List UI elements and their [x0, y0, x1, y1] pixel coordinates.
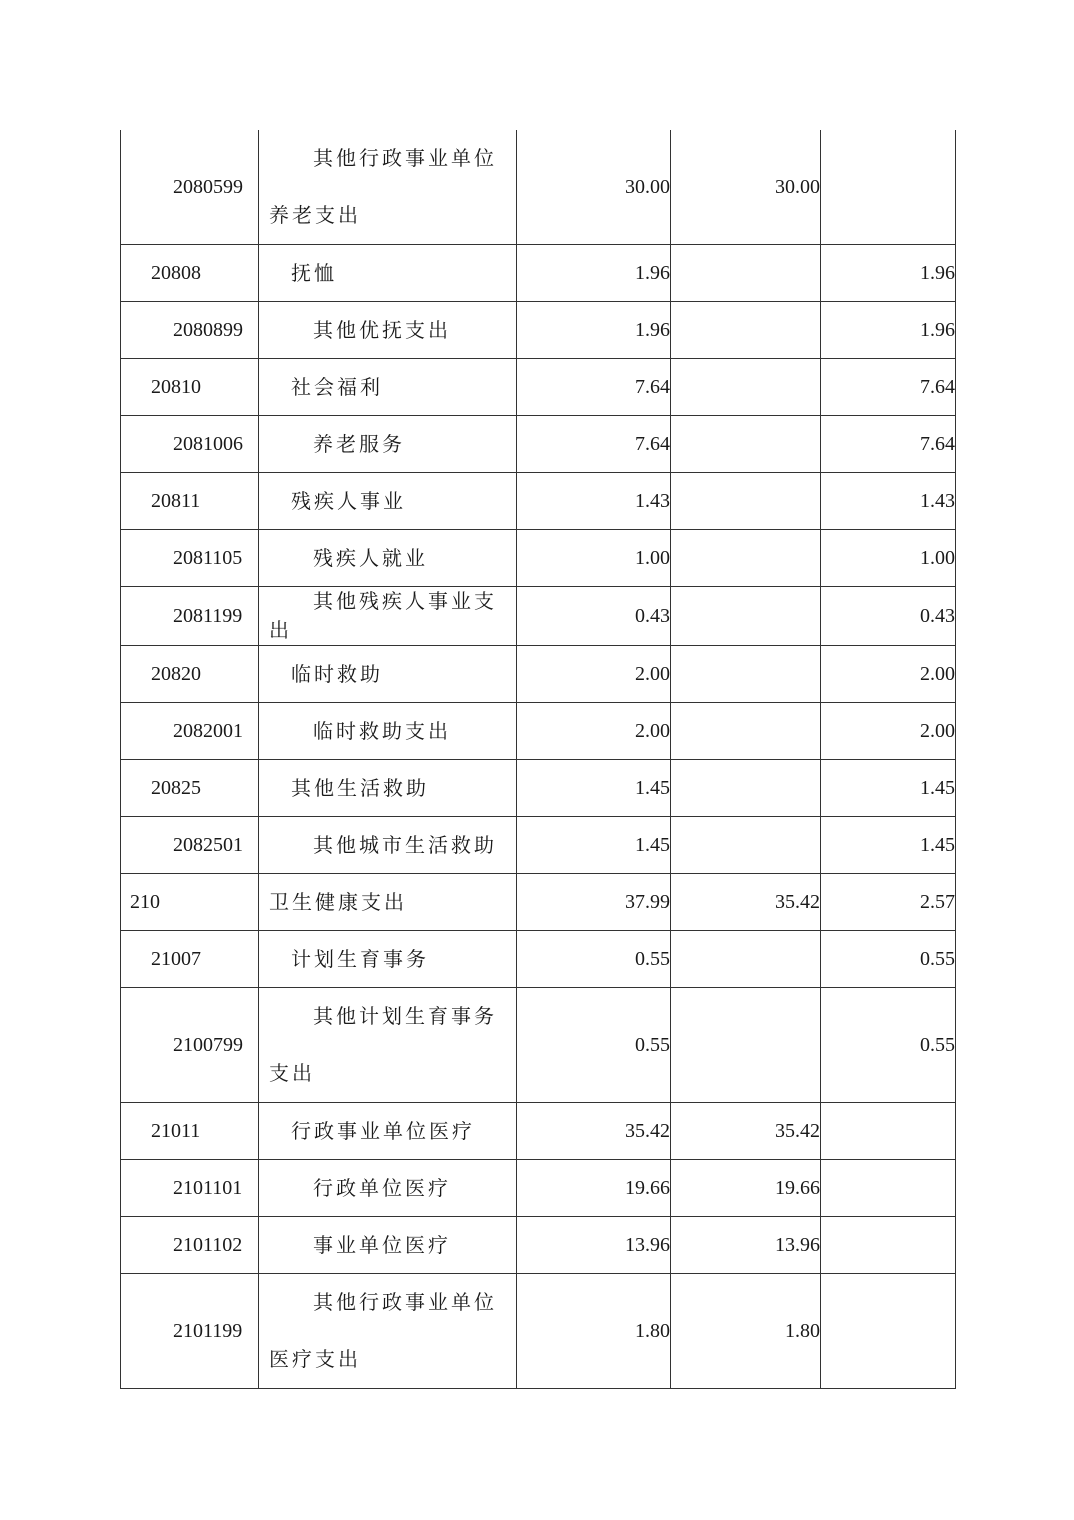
- project-expense-cell: 1.00: [821, 530, 956, 587]
- project-expense-cell: 1.43: [821, 473, 956, 530]
- name-cell: 事业单位医疗: [259, 1217, 517, 1274]
- table-row: [121, 646, 956, 703]
- table-row: [121, 473, 956, 530]
- project-expense-cell: [821, 1160, 956, 1217]
- name-cell: 临时救助支出: [259, 703, 517, 760]
- name-cell: 养老服务: [259, 416, 517, 473]
- table-row: [121, 587, 956, 646]
- basic-expense-cell: [671, 245, 821, 302]
- total-cell: 1.96: [517, 302, 671, 359]
- total-cell: 2.00: [517, 703, 671, 760]
- project-expense-cell: 2.57: [821, 874, 956, 931]
- project-expense-cell: 0.55: [821, 988, 956, 1103]
- table-row: [121, 245, 956, 302]
- table-row: [121, 416, 956, 473]
- total-cell: 13.96: [517, 1217, 671, 1274]
- basic-expense-cell: 35.42: [671, 874, 821, 931]
- name-cell: 其他生活救助: [259, 760, 517, 817]
- basic-expense-cell: [671, 988, 821, 1103]
- code-cell: 2082501: [121, 817, 259, 874]
- name-cell: 计划生育事务: [259, 931, 517, 988]
- project-expense-cell: 1.45: [821, 760, 956, 817]
- total-cell: 1.45: [517, 760, 671, 817]
- name-cell: 其他残疾人事业支出: [259, 587, 517, 646]
- name-cell: 临时救助: [259, 646, 517, 703]
- name-cell: 残疾人就业: [259, 530, 517, 587]
- table-row: [121, 359, 956, 416]
- basic-expense-cell: [671, 473, 821, 530]
- basic-expense-cell: 35.42: [671, 1103, 821, 1160]
- table-row: [121, 988, 956, 1103]
- total-cell: 0.55: [517, 931, 671, 988]
- total-cell: 1.80: [517, 1274, 671, 1389]
- code-cell: 2081006: [121, 416, 259, 473]
- project-expense-cell: 1.96: [821, 302, 956, 359]
- project-expense-cell: 0.55: [821, 931, 956, 988]
- total-cell: 7.64: [517, 416, 671, 473]
- code-cell: 20820: [121, 646, 259, 703]
- name-cell: 行政事业单位医疗: [259, 1103, 517, 1160]
- code-cell: 2082001: [121, 703, 259, 760]
- name-cell: 行政单位医疗: [259, 1160, 517, 1217]
- code-cell: 210: [121, 874, 259, 931]
- project-expense-cell: 0.43: [821, 587, 956, 646]
- code-cell: 21011: [121, 1103, 259, 1160]
- table-row: [121, 817, 956, 874]
- basic-expense-cell: [671, 817, 821, 874]
- table-row: [121, 530, 956, 587]
- code-cell: 2101199: [121, 1274, 259, 1389]
- total-cell: 1.43: [517, 473, 671, 530]
- table-row: [121, 1103, 956, 1160]
- total-cell: 1.96: [517, 245, 671, 302]
- basic-expense-cell: 13.96: [671, 1217, 821, 1274]
- name-cell: 残疾人事业: [259, 473, 517, 530]
- project-expense-cell: 7.64: [821, 359, 956, 416]
- name-cell: 其他行政事业单位养老支出: [259, 130, 517, 245]
- table-row: [121, 302, 956, 359]
- code-cell: 2100799: [121, 988, 259, 1103]
- basic-expense-cell: 30.00: [671, 130, 821, 245]
- project-expense-cell: 2.00: [821, 646, 956, 703]
- name-cell: 社会福利: [259, 359, 517, 416]
- total-cell: 35.42: [517, 1103, 671, 1160]
- total-cell: 30.00: [517, 130, 671, 245]
- project-expense-cell: 7.64: [821, 416, 956, 473]
- total-cell: 2.00: [517, 646, 671, 703]
- basic-expense-cell: [671, 530, 821, 587]
- code-cell: 2080899: [121, 302, 259, 359]
- code-cell: 20808: [121, 245, 259, 302]
- basic-expense-cell: [671, 587, 821, 646]
- project-expense-cell: 1.96: [821, 245, 956, 302]
- total-cell: 1.00: [517, 530, 671, 587]
- table-row: [121, 130, 956, 245]
- project-expense-cell: [821, 1103, 956, 1160]
- total-cell: 37.99: [517, 874, 671, 931]
- name-cell: 其他行政事业单位医疗支出: [259, 1274, 517, 1389]
- basic-expense-cell: 1.80: [671, 1274, 821, 1389]
- code-cell: 20811: [121, 473, 259, 530]
- basic-expense-cell: [671, 359, 821, 416]
- basic-expense-cell: [671, 760, 821, 817]
- code-cell: 21007: [121, 931, 259, 988]
- basic-expense-cell: 19.66: [671, 1160, 821, 1217]
- basic-expense-cell: [671, 416, 821, 473]
- name-cell: 抚恤: [259, 245, 517, 302]
- project-expense-cell: [821, 1274, 956, 1389]
- total-cell: 0.43: [517, 587, 671, 646]
- budget-table-body: [121, 130, 956, 1389]
- total-cell: 7.64: [517, 359, 671, 416]
- name-cell: 其他优抚支出: [259, 302, 517, 359]
- name-cell: 其他城市生活救助: [259, 817, 517, 874]
- basic-expense-cell: [671, 646, 821, 703]
- table-row: [121, 1217, 956, 1274]
- code-cell: 2081199: [121, 587, 259, 646]
- basic-expense-cell: [671, 302, 821, 359]
- code-cell: 20810: [121, 359, 259, 416]
- project-expense-cell: [821, 130, 956, 245]
- table-row: [121, 874, 956, 931]
- code-cell: 2101101: [121, 1160, 259, 1217]
- table-row: [121, 1274, 956, 1389]
- table-row: [121, 760, 956, 817]
- total-cell: 19.66: [517, 1160, 671, 1217]
- table-row: [121, 703, 956, 760]
- project-expense-cell: 2.00: [821, 703, 956, 760]
- total-cell: 1.45: [517, 817, 671, 874]
- code-cell: 2101102: [121, 1217, 259, 1274]
- project-expense-cell: 1.45: [821, 817, 956, 874]
- code-cell: 20825: [121, 760, 259, 817]
- basic-expense-cell: [671, 931, 821, 988]
- budget-table: [120, 130, 956, 1389]
- name-cell: 卫生健康支出: [259, 874, 517, 931]
- code-cell: 2080599: [121, 130, 259, 245]
- table-row: [121, 931, 956, 988]
- total-cell: 0.55: [517, 988, 671, 1103]
- name-cell: 其他计划生育事务支出: [259, 988, 517, 1103]
- project-expense-cell: [821, 1217, 956, 1274]
- table-row: [121, 1160, 956, 1217]
- basic-expense-cell: [671, 703, 821, 760]
- code-cell: 2081105: [121, 530, 259, 587]
